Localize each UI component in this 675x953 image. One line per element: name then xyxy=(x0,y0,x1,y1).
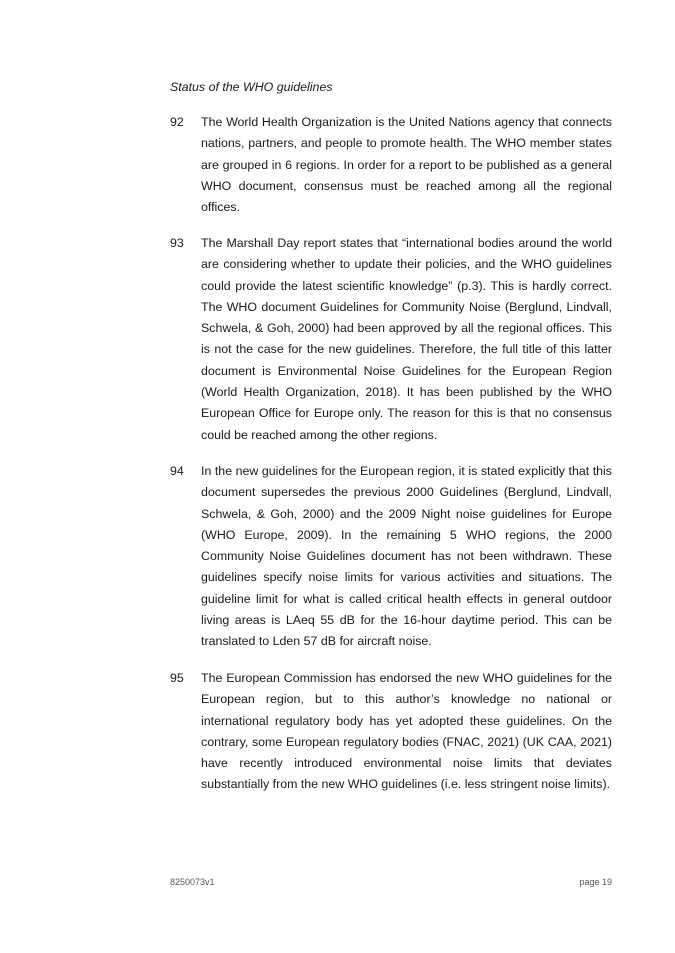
section-heading: Status of the WHO guidelines xyxy=(170,80,333,94)
footer-document-id: 8250073v1 xyxy=(170,877,215,887)
paragraph-text: The European Commission has endorsed the new WHO guidelines for the European region, but to this author’s knowledge no national or international regulatory body has yet adopted these guidelines. On the contrary, some European regulatory bodies (FNAC, 2021) (UK CAA, 2021) have recently introduced environmental noise limits that deviates substantially from the new WHO guidelines (i.e. less stringent noise limits). xyxy=(201,671,612,792)
paragraph-text: In the new guidelines for the European region, it is stated explicitly that this document supersedes the previous 2000 Guidelines (Berglund, Lindvall, Schwela, & Goh, 2000) and the 2009 Night noise guidelines for Europe (WHO Europe, 2009). In the remaining 5 WHO regions, the 2000 Community Noise Guidelines document has not been withdrawn. These guidelines specify noise limits for various activities and situations. The guideline limit for what is called critical health effects in general outdoor living areas is LAeq 55 dB for the 16-hour daytime period. This can be translated to Lden 57 dB for aircraft noise. xyxy=(201,464,612,649)
paragraph-92 xyxy=(170,112,612,218)
paragraph-number: 93 xyxy=(170,236,184,250)
paragraph-text: The World Health Organization is the United Nations agency that connects nations, partners, and people to promote health. The WHO member states are grouped in 6 regions. In order for a report to be published as a general WHO document, consensus must be reached among all the regional offices. xyxy=(201,115,612,215)
footer-page-number: page 19 xyxy=(579,877,612,887)
paragraph-number: 92 xyxy=(170,115,184,129)
paragraph-number: 94 xyxy=(170,464,184,478)
paragraph-number: 95 xyxy=(170,671,184,685)
paragraph-text: The Marshall Day report states that “international bodies around the world are considering whether to update their policies, and the WHO guidelines could provide the latest scientific knowledge” (p.3). This is hardly correct. The WHO document Guidelines for Community Noise (Berglund, Lindvall, Schwela, & Goh, 2000) had been approved by all the regional offices. This is not the case for the new guidelines. Therefore, the full title of this latter document is Environmental Noise Guidelines for the European Region (World Health Organization, 2018). It has been published by the WHO European Office for Europe only. The reason for this is that no consensus could be reached among the other regions. xyxy=(201,236,612,442)
paragraph-94 xyxy=(170,461,612,653)
paragraph-95 xyxy=(170,668,612,796)
paragraph-93 xyxy=(170,233,612,446)
